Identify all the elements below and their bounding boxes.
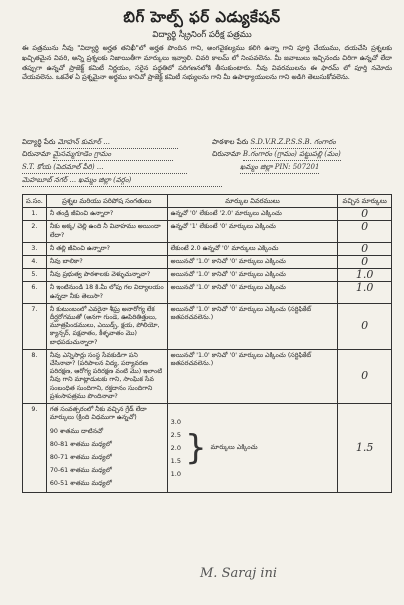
row-number: 3. [23,242,47,255]
grade-range: 80-81 శాతము మధ్యలో [49,441,112,449]
header-serial: ప.సం. [23,195,47,208]
row-marks-rule: ఉన్నచో '1' లేకుంటే '0' మార్కులు ఎక్కించు [167,221,338,242]
header-question: ప్రశ్నల మరియు పరిపోష సంగతులు [46,195,167,208]
grade-range: 60-51 శాతము మధ్యలో [49,480,112,488]
instructions-paragraph: ఈ పత్రమును నీవు "విద్యార్థి అర్హత తనిఖీ"లో అర్హత పొందిన గాని, అంగవైకల్యము కలిగి ఉన్నా గాని పూర్తి చేయుము, దయచేసి ప్రశ్నలకు ఖచ్చితమైన వివరి, అన్ని ప్రశ్నలకు నిజాయితీగా మార్కులు ఇవ్వాలి. చివరి కాలమ్ లో నింపవలెను. మీ జవాబులు ఇచ్చినందు చిరిగా ఉన్నచో లేదా తప్పుగా ఉన్నచో ప్రాజెక్ట్ కమిటీ నిర్ణయం, సరైన పద్ధతిలో పరిగణనలోకి తీసుకుంటారు. నీవు వివరములను ఈ ఫారమ్ లో పూర్తి నమోదు చేయవలెను. ఒకవేళ ఏ ప్రశ్నమైనా అర్థము కానిచో ప్రాజెక్ట్ కమిటీ సభ్యులను గాని మీ ఉపాధ్యాయులను గాని అడిగి తెలుసుకోవలెను. [22,44,392,82]
row-marks-rule [167,404,338,493]
signature: M. Saraj ini [200,566,278,581]
grade-marks-instruction: మార్కులు ఎక్కించు [210,444,258,452]
grade-marks-list [171,416,181,481]
grade-ranges-list [50,425,164,490]
row-question-grades [46,404,167,493]
table-row [23,242,392,255]
address2-label: చిరునామా [212,150,241,158]
grade-range: 90 శాతము దాటినచో [49,428,104,436]
row-number: 6. [23,282,47,303]
row-marks-rule: ఉన్నచో '0' లేకుంటే '2.0' మార్కులు ఎక్కించు [167,208,338,221]
student-name-field [22,138,178,149]
table-row [23,208,392,221]
row-score: 0 [338,303,392,349]
row-number: 9. [23,404,47,493]
student-name-label: విద్యార్థి పేరు [22,138,56,146]
grades-question-text: గత సంవత్సరంలో నీకు వచ్చిన గ్రేడ్ లేదా మార్కులు (క్రింది విధముగా ఉన్నచో) [49,406,147,422]
row-marks-rule: అయినచో '1.0' కానిచో '0' మార్కులు ఎక్కించు [167,269,338,282]
row-score: 0 [338,221,392,242]
row-marks-rule: అయినచో '1.0' కానిచో '0' మార్కులు ఎక్కించు [167,256,338,269]
school-field [212,138,336,149]
row-question: నీవు ప్రభుత్వ పాఠశాలకు వెళ్ళుచున్నావా? [46,269,167,282]
caste-value: S.T. కోయ (పెదమాల్ పీరి) ... [22,163,187,174]
district-value: ఖమ్మం జిల్లా PIN: 507201 [240,163,319,174]
row-marks-rule: అయినచో '1.0' కానిచో '0' మార్కులు ఎక్కించు (సర్టిఫికేట్ జతపరచవలెను.) [167,349,338,403]
grade-mark: 1.0 [170,469,181,478]
row-question: నీవు బాలికా? [46,256,167,269]
row-number: 7. [23,303,47,349]
row-question: నీ తండ్రి జీవించి ఉన్నారా? [46,208,167,221]
row-question: నీ ఇంటినుండి 18 కి.మీ లోపు గల విద్యాలయం ఉన్నదా నీకు తెలుసా? [46,282,167,303]
header-obtained-marks: వచ్చిన మార్కులు [338,195,392,208]
table-row [23,349,392,403]
brace-icon: } [185,428,207,469]
table-row [23,303,392,349]
row-marks-rule: లేకుంటే 2.0 ఉన్నచో '0' మార్కులు ఎక్కించు [167,242,338,255]
address2-field [212,150,341,161]
grade-mark: 3.0 [170,417,181,426]
grade-mark: 2.5 [170,430,181,439]
school-value: S.D.V.R.Z.P.S.S.B. గంగారం [251,138,336,149]
address-field [22,150,173,161]
form-subtitle: విద్యార్థి స్క్రీనింగ్ పరీక్ష పత్రము [152,30,252,40]
header-marks-details: మార్కుల వివరములు [167,195,338,208]
table-row [23,404,392,493]
address2-value: B.గంగారం (గ్రామం) పట్టుపల్లి (మం) [243,150,341,161]
row-question: నీవు ఎన్నిసార్లు సంస్థ సేవకుడిగా పని చేసినావా? (పరిపాలన విద్య, పర్యావరణ పరిరక్షణ, ఆరోగ్య పరిరక్షణ వంటి మొ) ఇలాంటి నీవు గాని మాట్లాడుటకు గాని, సాంఘిక సేవ సంబంధిత సుందిగాని, రక్తదానం సుందిగాని ప్రశంసాపత్రము పొందినావా? [46,349,167,403]
row-number: 4. [23,256,47,269]
row-score: 0 [338,208,392,221]
table-row [23,282,392,303]
student-name-value: మోహన్ కుమార్ ... [58,138,178,149]
table-header-row [23,195,392,208]
screening-questions-table [22,194,392,493]
row-score: 1.0 [338,282,392,303]
row-question: నీకు అక్క/ చెల్లి ఉంది నీ వివాహము అయిందా లేదా? [46,221,167,242]
row-marks-rule: అయినచో '1.0' కానిచో '0' మార్కులు ఎక్కించు [167,282,338,303]
extra-address-field [22,176,222,187]
caste-field [22,163,187,174]
grade-marks-group [171,416,335,481]
grade-mark: 2.0 [170,443,181,452]
row-marks-rule: అయినచో '1.0' కానిచో '0' మార్కులు ఎక్కించు (సర్టిఫికేట్ జతపరచవలెను.) [167,303,338,349]
row-number: 1. [23,208,47,221]
row-question: నీ కుటుంబంలో ఎవరైనా శీఘ్ర అనారోగ్య లేక దీర్ఘరోగముతో (అనగా గుండె, ఊపిరితిత్తులు, మూత్రపిండములు, ఎయిడ్స్, క్షయ, పోలియో, క్యాన్సర్, పక్షవాతం, కీళ్ళవాతం మొ) బాధపడుచున్నారా? [46,303,167,349]
row-question: నీ తల్లి జీవించి ఉన్నారా? [46,242,167,255]
address-value: మైసమ్మగూడెం గ్రామం [53,150,173,161]
form-title: బిగ్ హెల్ప్ ఫర్ ఎడ్యుకేషన్ [123,8,281,26]
row-number: 2. [23,221,47,242]
address-label: చిరునామా [22,150,51,158]
row-score: 0 [338,349,392,403]
row-score: 1.5 [338,404,392,493]
extra-address-value: మెహబూబ్ నగర్ ... ఖమ్మం జిల్లా (వర్గం) [22,176,222,187]
row-score: 1.0 [338,269,392,282]
grade-mark: 1.5 [170,456,181,465]
row-number: 5. [23,269,47,282]
table-row [23,256,392,269]
table-row [23,221,392,242]
row-score: 0 [338,242,392,255]
grade-range: 80-71 శాతము మధ్యలో [49,454,112,462]
row-score: 0 [338,256,392,269]
row-number: 8. [23,349,47,403]
school-label: పాఠశాల పేరు [212,138,249,146]
grade-range: 70-61 శాతము మధ్యలో [49,467,112,475]
table-row [23,269,392,282]
district-field [240,163,319,174]
